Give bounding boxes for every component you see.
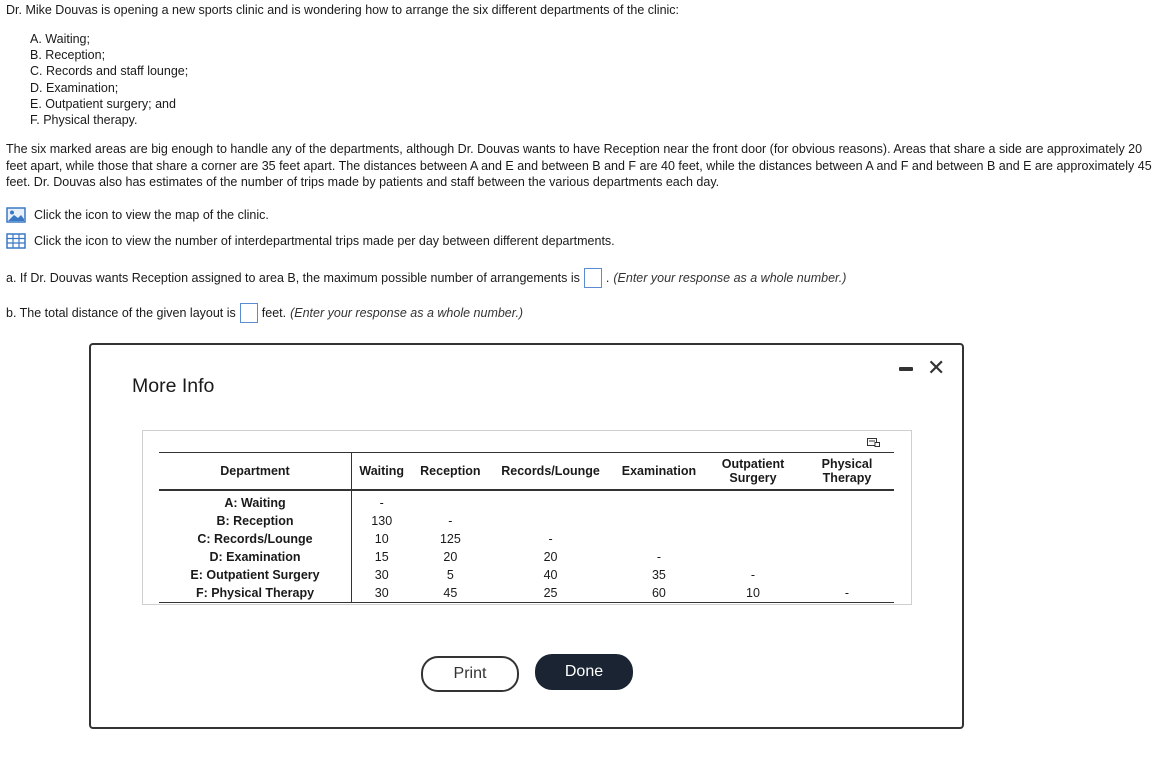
map-link-text: Click the icon to view the map of the clinic. xyxy=(34,208,269,222)
table-cell xyxy=(706,530,800,548)
list-item: D. Examination; xyxy=(30,80,119,95)
more-info-dialog xyxy=(89,343,964,729)
list-item: C. Records and staff lounge; xyxy=(30,64,189,79)
table-cell xyxy=(612,490,706,512)
column-header: Department xyxy=(159,453,352,491)
table-cell xyxy=(489,490,612,512)
print-button[interactable]: Print xyxy=(421,656,519,692)
question-a-hint: (Enter your response as a whole number.) xyxy=(613,271,847,285)
image-icon[interactable] xyxy=(6,207,26,223)
answer-a-input[interactable] xyxy=(584,268,602,288)
column-header: Waiting xyxy=(352,453,412,491)
table-cell xyxy=(706,548,800,566)
trips-table-panel xyxy=(142,430,912,605)
table-cell: 125 xyxy=(439,532,461,546)
table-cell xyxy=(706,512,800,530)
table-row xyxy=(159,548,894,566)
department-list xyxy=(30,31,188,128)
table-cell: 35 xyxy=(651,568,666,582)
map-link-row xyxy=(6,207,269,223)
column-header: Reception xyxy=(411,453,489,491)
column-header: Physical Therapy xyxy=(800,453,894,491)
table-cell: - xyxy=(750,568,756,582)
question-b-hint: (Enter your response as a whole number.) xyxy=(290,306,524,320)
table-cell: B: Reception xyxy=(159,512,352,530)
question-b xyxy=(6,303,523,323)
question-a-suffix: . xyxy=(605,271,610,285)
table-cell: 60 xyxy=(612,584,706,603)
question-a xyxy=(6,268,846,288)
list-item: A. Waiting; xyxy=(30,32,90,46)
close-icon[interactable]: ✕ xyxy=(927,355,946,380)
list-item: B. Reception; xyxy=(30,48,106,63)
table-cell xyxy=(800,530,894,548)
table-cell: 25 xyxy=(489,584,612,603)
list-item: F. Physical therapy. xyxy=(30,113,138,128)
intro-text: Dr. Mike Douvas is opening a new sports clinic and is wondering how to arrange the six different departments of the clinic: xyxy=(6,3,680,17)
table-cell: - xyxy=(548,532,553,546)
table-row xyxy=(159,566,894,584)
table-cell: - xyxy=(379,496,384,510)
table-row xyxy=(159,530,894,548)
table-cell: E: Outpatient Surgery xyxy=(159,566,352,584)
question-b-suffix: feet. xyxy=(261,306,287,320)
table-cell xyxy=(800,512,894,530)
table-cell xyxy=(800,490,894,512)
dialog-title: More Info xyxy=(132,375,215,397)
answer-b-input[interactable] xyxy=(240,303,258,323)
table-row xyxy=(159,512,894,530)
table-cell: 20 xyxy=(443,550,458,564)
table-cell: - xyxy=(656,550,662,564)
table-cell: C: Records/Lounge xyxy=(159,530,352,548)
table-cell: 15 xyxy=(374,550,389,564)
column-header: Examination xyxy=(612,453,706,491)
trips-table xyxy=(159,452,894,603)
question-b-text: b. The total distance of the given layout is xyxy=(6,306,236,320)
trips-link-text: Click the icon to view the number of interdepartmental trips made per day between different departments. xyxy=(34,234,615,248)
table-cell xyxy=(612,512,706,530)
table-cell: - xyxy=(800,584,894,603)
column-header: Records/Lounge xyxy=(489,453,612,491)
table-cell: 30 xyxy=(374,568,389,582)
table-cell xyxy=(612,530,706,548)
list-item: E. Outpatient surgery; and xyxy=(30,96,176,111)
table-cell xyxy=(489,512,612,530)
table-cell xyxy=(800,566,894,584)
table-cell: 10 xyxy=(374,532,389,546)
table-cell: 45 xyxy=(411,584,489,603)
minimize-icon[interactable] xyxy=(899,367,913,371)
table-row xyxy=(159,490,894,512)
table-cell: A: Waiting xyxy=(159,490,352,512)
table-cell xyxy=(800,548,894,566)
table-cell: F: Physical Therapy xyxy=(159,584,352,603)
table-cell: - xyxy=(448,514,453,528)
table-cell: 130 xyxy=(371,514,393,528)
table-cell: D: Examination xyxy=(159,548,352,566)
table-row xyxy=(159,584,894,603)
table-cell: 10 xyxy=(706,584,800,603)
column-header: Outpatient Surgery xyxy=(706,453,800,491)
trips-link-row xyxy=(6,233,615,249)
table-cell: 20 xyxy=(543,550,558,564)
table-cell: 30 xyxy=(352,584,412,603)
question-a-text: a. If Dr. Douvas wants Reception assigned to area B, the maximum possible number of arrangements is xyxy=(6,271,580,285)
print-icon[interactable] xyxy=(867,438,880,447)
done-button[interactable]: Done xyxy=(535,654,633,690)
table-cell: 5 xyxy=(446,568,454,582)
problem-paragraph: The six marked areas are big enough to handle any of the departments, although Dr. Douvas wants to have Reception near the front door (for obvious reasons). Areas that share a side are approximately 20 feet apart, while those that share a corner are 35 feet apart. The distances between A and E and between B and F are 40 feet, while the distances between A and F and between B and E are approximately 45 feet. Dr. Douvas also has estimates of the number of trips made by patients and staff between the various departments each day. xyxy=(6,142,1152,189)
table-cell: 40 xyxy=(543,568,558,582)
table-cell xyxy=(706,490,800,512)
table-icon[interactable] xyxy=(6,233,26,249)
table-header-row xyxy=(159,453,894,491)
table-cell xyxy=(411,490,489,512)
